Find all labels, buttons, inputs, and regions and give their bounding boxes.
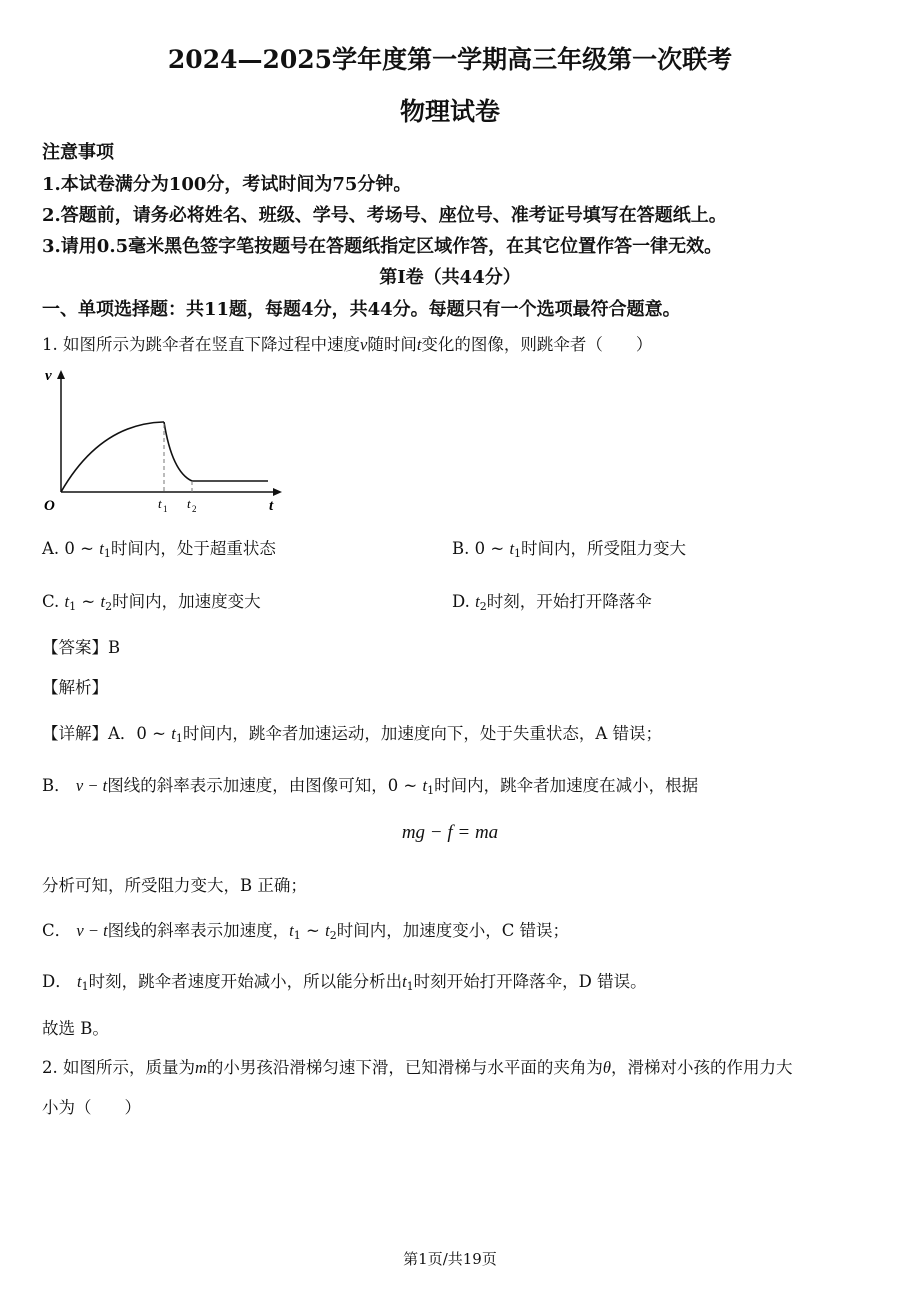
detail-a-range: 0 ~ bbox=[136, 724, 172, 743]
option-b-letter: B. bbox=[452, 539, 470, 558]
detail-c-var1: t bbox=[289, 921, 294, 940]
detail-b-pre: B． bbox=[42, 776, 71, 795]
detail-d-var2: t bbox=[402, 972, 407, 991]
q1-stem-post: 变化的图像，则跳伞者（ ） bbox=[421, 335, 653, 354]
q1-detail-d bbox=[42, 968, 647, 993]
q1-stem bbox=[42, 331, 652, 355]
detail-a-sub: 1 bbox=[175, 732, 183, 745]
q1-stem-mid: 随时间 bbox=[367, 335, 417, 354]
detail-c-text2: 时间内，加速度变小，C 错误； bbox=[336, 921, 570, 940]
detail-d-text2: 时刻开始打开降落伞，D 错误。 bbox=[413, 972, 647, 991]
detail-b-var: t bbox=[422, 776, 428, 795]
detail-b-sub: 1 bbox=[427, 784, 435, 797]
detail-d-text1: 时刻，跳伞者速度开始减小，所以能分析出 bbox=[88, 972, 403, 991]
detail-d-sub2: 1 bbox=[406, 980, 414, 993]
option-b-sub: 1 bbox=[514, 547, 522, 560]
q1-option-d bbox=[452, 588, 652, 613]
option-c-var1: t bbox=[64, 592, 70, 611]
detail-a-text: 时间内，跳伞者加速运动，加速度向下，处于失重状态，A 错误； bbox=[182, 724, 663, 743]
detail-b-text2: 时间内，跳伞者加速度在减小，根据 bbox=[434, 776, 699, 795]
option-c-sub2: 2 bbox=[105, 600, 113, 613]
option-b-range: 0 ~ bbox=[474, 539, 510, 558]
option-b-text: 时间内，所受阻力变大 bbox=[521, 539, 687, 558]
q1-equation: mg − f = ma bbox=[401, 822, 499, 843]
exam-subtitle: 物理试卷 bbox=[399, 97, 500, 126]
section-heading: 一、单项选择题：共11题，每题4分，共44分。每题只有一个选项最符合题意。 bbox=[42, 299, 681, 320]
option-a-range: 0 ~ bbox=[64, 539, 100, 558]
detail-d-pre: D． bbox=[42, 972, 72, 991]
accel-curve bbox=[61, 422, 163, 492]
origin-label: O bbox=[44, 498, 55, 514]
q1-detail-a bbox=[42, 720, 662, 745]
x-axis-label: t bbox=[269, 498, 274, 514]
q2-pre: 2. 如图所示，质量为 bbox=[42, 1058, 195, 1077]
option-a-letter: A. bbox=[42, 539, 60, 558]
q1-detail-b2: 分析可知，所受阻力变大，B 正确； bbox=[42, 876, 307, 895]
q1-option-b bbox=[452, 535, 686, 560]
x-axis-arrow-icon bbox=[273, 488, 282, 496]
detail-c-text1: 图线的斜率表示加速度， bbox=[107, 921, 290, 940]
t2-label-sub: 2 bbox=[192, 504, 197, 514]
notice-heading: 注意事项 bbox=[42, 142, 114, 163]
q2-stem-line1 bbox=[42, 1054, 793, 1078]
t2-label: t bbox=[187, 496, 191, 511]
q1-detail-c bbox=[42, 917, 569, 942]
q1-stem-v: v bbox=[360, 335, 368, 354]
q1-analysis-heading: 【解析】 bbox=[42, 678, 108, 697]
option-d-text: 时刻，开始打开降落伞 bbox=[486, 592, 652, 611]
notice-item-2: 2.答题前，请务必将姓名、班级、学号、考场号、座位号、准考证号填写在答题纸上。 bbox=[42, 205, 727, 226]
notice-item-3: 3.请用0.5毫米黑色签字笔按题号在答题纸指定区域作答，在其它位置作答一律无效。 bbox=[42, 236, 723, 257]
option-c-var2: t bbox=[100, 592, 106, 611]
notice-item-1: 1.本试卷满分为100分，考试时间为75分钟。 bbox=[42, 174, 412, 195]
t1-label-sub: 1 bbox=[163, 504, 168, 514]
option-c-tilde: ~ bbox=[76, 592, 101, 611]
detail-d-var1: t bbox=[76, 972, 82, 991]
q1-vt-graph bbox=[40, 362, 290, 520]
detail-c-var2: t bbox=[325, 921, 330, 940]
detail-d-sub1: 1 bbox=[81, 980, 89, 993]
option-a-text: 时间内，处于超重状态 bbox=[110, 539, 276, 558]
q1-conclusion: 故选 B。 bbox=[42, 1019, 109, 1038]
option-d-sub: 2 bbox=[479, 600, 487, 613]
detail-c-sub1: 1 bbox=[293, 929, 301, 942]
q1-stem-pre: 1. 如图所示为跳伞者在竖直下降过程中速度 bbox=[42, 335, 360, 354]
detail-a-pre: 【详解】A． bbox=[42, 724, 137, 743]
t1-label: t bbox=[158, 496, 162, 511]
y-axis-label: v bbox=[45, 368, 52, 384]
option-d-letter: D. bbox=[452, 592, 470, 611]
detail-c-pre: C． bbox=[42, 921, 72, 940]
detail-b-vt: v − t bbox=[75, 776, 108, 795]
detail-c-vt: v − t bbox=[76, 921, 108, 940]
q2-mass-var: m bbox=[195, 1058, 207, 1077]
decel-curve bbox=[164, 422, 192, 481]
part-title: 第I卷（共44分） bbox=[379, 267, 521, 288]
q1-detail-b bbox=[42, 772, 698, 797]
y-axis-arrow-icon bbox=[57, 370, 65, 379]
q2-post: ，滑梯对小孩的作用力大 bbox=[611, 1058, 793, 1077]
q1-option-c bbox=[42, 588, 261, 613]
q2-stem-line2: 小为（ ） bbox=[42, 1098, 141, 1117]
option-c-letter: C. bbox=[42, 592, 60, 611]
detail-b-text1: 图线的斜率表示加速度，由图像可知， bbox=[107, 776, 388, 795]
q2-theta-var: θ bbox=[602, 1058, 612, 1077]
q2-mid: 的小男孩沿滑梯匀速下滑，已知滑梯与水平面的夹角为 bbox=[206, 1058, 603, 1077]
detail-a-var: t bbox=[171, 724, 176, 743]
option-a-var: t bbox=[99, 539, 104, 558]
q1-answer: 【答案】B bbox=[42, 638, 121, 657]
page-number: 第1页/共19页 bbox=[403, 1250, 497, 1268]
option-c-sub1: 1 bbox=[69, 600, 77, 613]
option-c-text: 时间内，加速度变大 bbox=[112, 592, 261, 611]
option-b-var: t bbox=[509, 539, 515, 558]
q1-option-a bbox=[42, 535, 276, 560]
detail-c-tilde: ~ bbox=[300, 921, 326, 940]
exam-title: 2024—2025学年度第一学期高三年级第一次联考 bbox=[167, 45, 733, 74]
option-d-var: t bbox=[475, 592, 480, 611]
detail-b-range: 0 ~ bbox=[387, 776, 423, 795]
detail-c-sub2: 2 bbox=[329, 929, 337, 942]
q1-stem-t: t bbox=[416, 335, 422, 354]
option-a-sub: 1 bbox=[103, 547, 111, 560]
